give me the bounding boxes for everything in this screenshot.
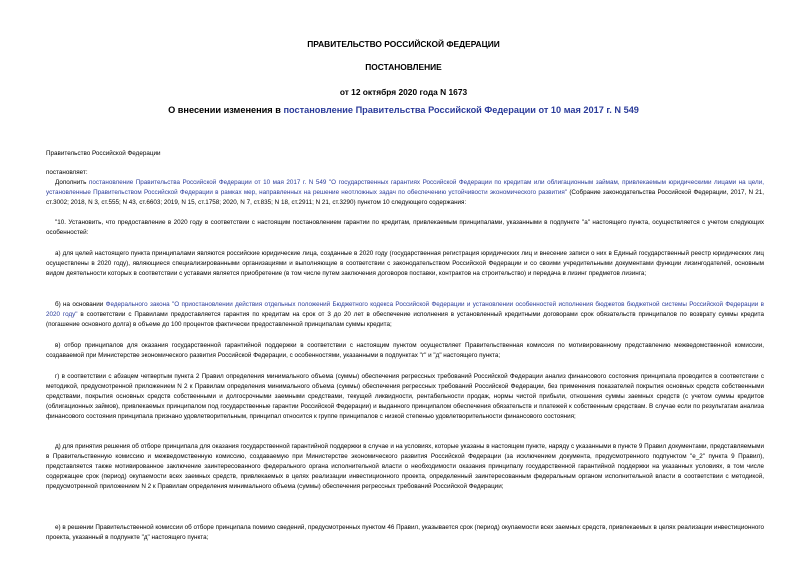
pb-pre: б) на основании xyxy=(55,301,106,308)
government-heading: ПРАВИТЕЛЬСТВО РОССИЙСКОЙ ФЕДЕРАЦИИ xyxy=(307,39,500,49)
paragraph-10-intro xyxy=(46,218,764,238)
subparagraph-b xyxy=(46,300,764,330)
paragraph-1 xyxy=(46,178,764,208)
subject-link[interactable]: постановление Правительства Российской Федерации от 10 мая 2017 г. N 549 xyxy=(283,105,639,115)
subparagraph-v xyxy=(46,341,764,361)
intro-resolves: постановляет: xyxy=(46,169,88,176)
date-number-heading: от 12 октября 2020 года N 1673 xyxy=(339,87,468,97)
p1-post: (Собрание законодательства Российской Федерации, 2017, N 21, ст.3002; 2018, N 3, ст.555; N 43, ст.6603; 2019, N 15, ст.1758; 2020, N 7, ст.835; N 18, ст.2911; N 21, ст.3290) пунктом 10 следующего содержания: xyxy=(46,189,764,206)
intro-government: Правительство Российской Федерации xyxy=(46,150,161,157)
pd-text: д) для принятия решения об отборе принципала для оказания государственной гарантийной поддержки в случае и на условиях, которые указаны в настоящем пункте, наряду с указанными в пункте 9 Правил документами, представляемыми в Правительственную комиссию и межведомственную комиссию, создаваемую при Министерстве экономического развития Российской Федерации (за исключением документа, предусмотренного подпунктом "е_2" пункта 9 Правил), представляется также мотивированное заключение заинтересованного федерального органа исполнительной власти о необходимости оказания принципалу государственной гарантийной поддержки на указанных условиях, в том числе содержащее срок (период) окупаемости всех заемных средств, привлекаемых в целях реализации инвестиционного проекта, определенный заинтересованным федеральным органом исполнительной власти в соответствии с методикой, предусмотренной приложением N 2 к Правилам определения минимального объема (суммы) обеспечения регрессных требований Российской Федерации; xyxy=(46,443,764,490)
document-subject xyxy=(0,105,807,115)
document-type-heading: ПОСТАНОВЛЕНИЕ xyxy=(365,62,442,72)
subparagraph-e xyxy=(46,523,764,543)
p2-text: "10. Установить, что предоставление в 2020 году в соответствии с настоящим постановлением гарантии по кредитам, привлекаемым принципалами, указанными в подпункте "а" настоящего пункта, осуществляется с учетом следующих особенностей: xyxy=(46,219,764,236)
subparagraph-g xyxy=(46,372,764,422)
pb-post: в соответствии с Правилами предоставляется гарантия по кредитам на срок от 3 до 20 лет в обеспечение исполнения в установленный кредитными договорами срок обязательств принципалов по возврату суммы кредита (погашение основного долга) в объеме до 100 процентов фактически предоставленной принципалам суммы кредита; xyxy=(46,311,764,328)
subject-prefix: О внесении изменения в xyxy=(168,105,284,115)
subparagraph-d xyxy=(46,442,764,492)
pa-text: а) для целей настоящего пункта принципалами являются российские юридические лица, созданные в 2020 году (государственная регистрация юридических лиц и внесение записи о них в Единый государственный реестр юридических лиц осуществлены в 2020 году), являющиеся специализированными организациями и выполняющие в соответствии с законодательством Российской Федерации и со своими учредительными документами функции лизингодателей, основным видом деятельности которых в соответствии с уставами является приобретение (в том числе путем заключения договоров поставки, контрактов на строительство) и передача в лизинг предметов лизинга; xyxy=(46,250,764,277)
pg-text: г) в соответствии с абзацем четвертым пункта 2 Правил определения минимального объема (суммы) обеспечения регрессных требований Российской Федерации анализ финансового состояния принципала проводится в соответствии с методикой, предусмотренной приложением N 2 к Правилам определения минимального объема (суммы) обеспечения регрессных требований Российской Федерации, без применения показателей покрытия основных средств собственными средствами, покрытия основных средств собственными и долгосрочными заемными средствами, текущей ликвидности, рентабельности продаж, нормы чистой прибыли, отношения суммы заемных средств (с учетом суммы кредитов (облигационных займов), привлекаемых принципалом под государственные гарантии Российской Федерации) и выданного принципалом обеспечения обязательств и платежей к собственным средствам. В случае если по результатам анализа финансового состояния принципала признано удовлетворительным, принципал относится к группе принципалов с низкой степенью удовлетворительности финансового состояния; xyxy=(46,373,764,420)
pe-text: е) в решении Правительственной комиссии об отборе принципала помимо сведений, предусмотренных пунктом 46 Правил, указывается срок (период) окупаемости всех заемных средств, привлекаемых в целях реализации инвестиционного проекта, указанный в подпункте "д" настоящего пункта; xyxy=(46,524,764,541)
p1-pre: Дополнить xyxy=(55,179,89,186)
pb-link[interactable]: Федерального закона "О приостановлении действия отдельных положений Бюджетного кодекса Российской Федерации и установлении особенностей исполнения бюджетов бюджетной системы Российской Федерации в 2020 году" xyxy=(46,301,764,318)
subparagraph-a xyxy=(46,249,764,279)
pv-text: в) отбор принципалов для оказания государственной гарантийной поддержки в соответствии с настоящим пунктом осуществляет Правительственная комиссия по мотивированному представлению межведомственной комиссии, создаваемой при Министерстве экономического развития Российской Федерации, с особенностями, указанными в подпунктах "г" и "д" настоящего пункта; xyxy=(46,342,764,359)
p1-link[interactable]: постановление Правительства Российской Федерации от 10 мая 2017 г. N 549 "О государственных гарантиях Российской Федерации по кредитам или облигационным займам, привлекаемым юридическими лицами на цели, установленные Правительством Российской Федерации в рамках мер, направленных на решение неотложных задач по обеспечению устойчивости экономического развития" xyxy=(46,179,764,196)
